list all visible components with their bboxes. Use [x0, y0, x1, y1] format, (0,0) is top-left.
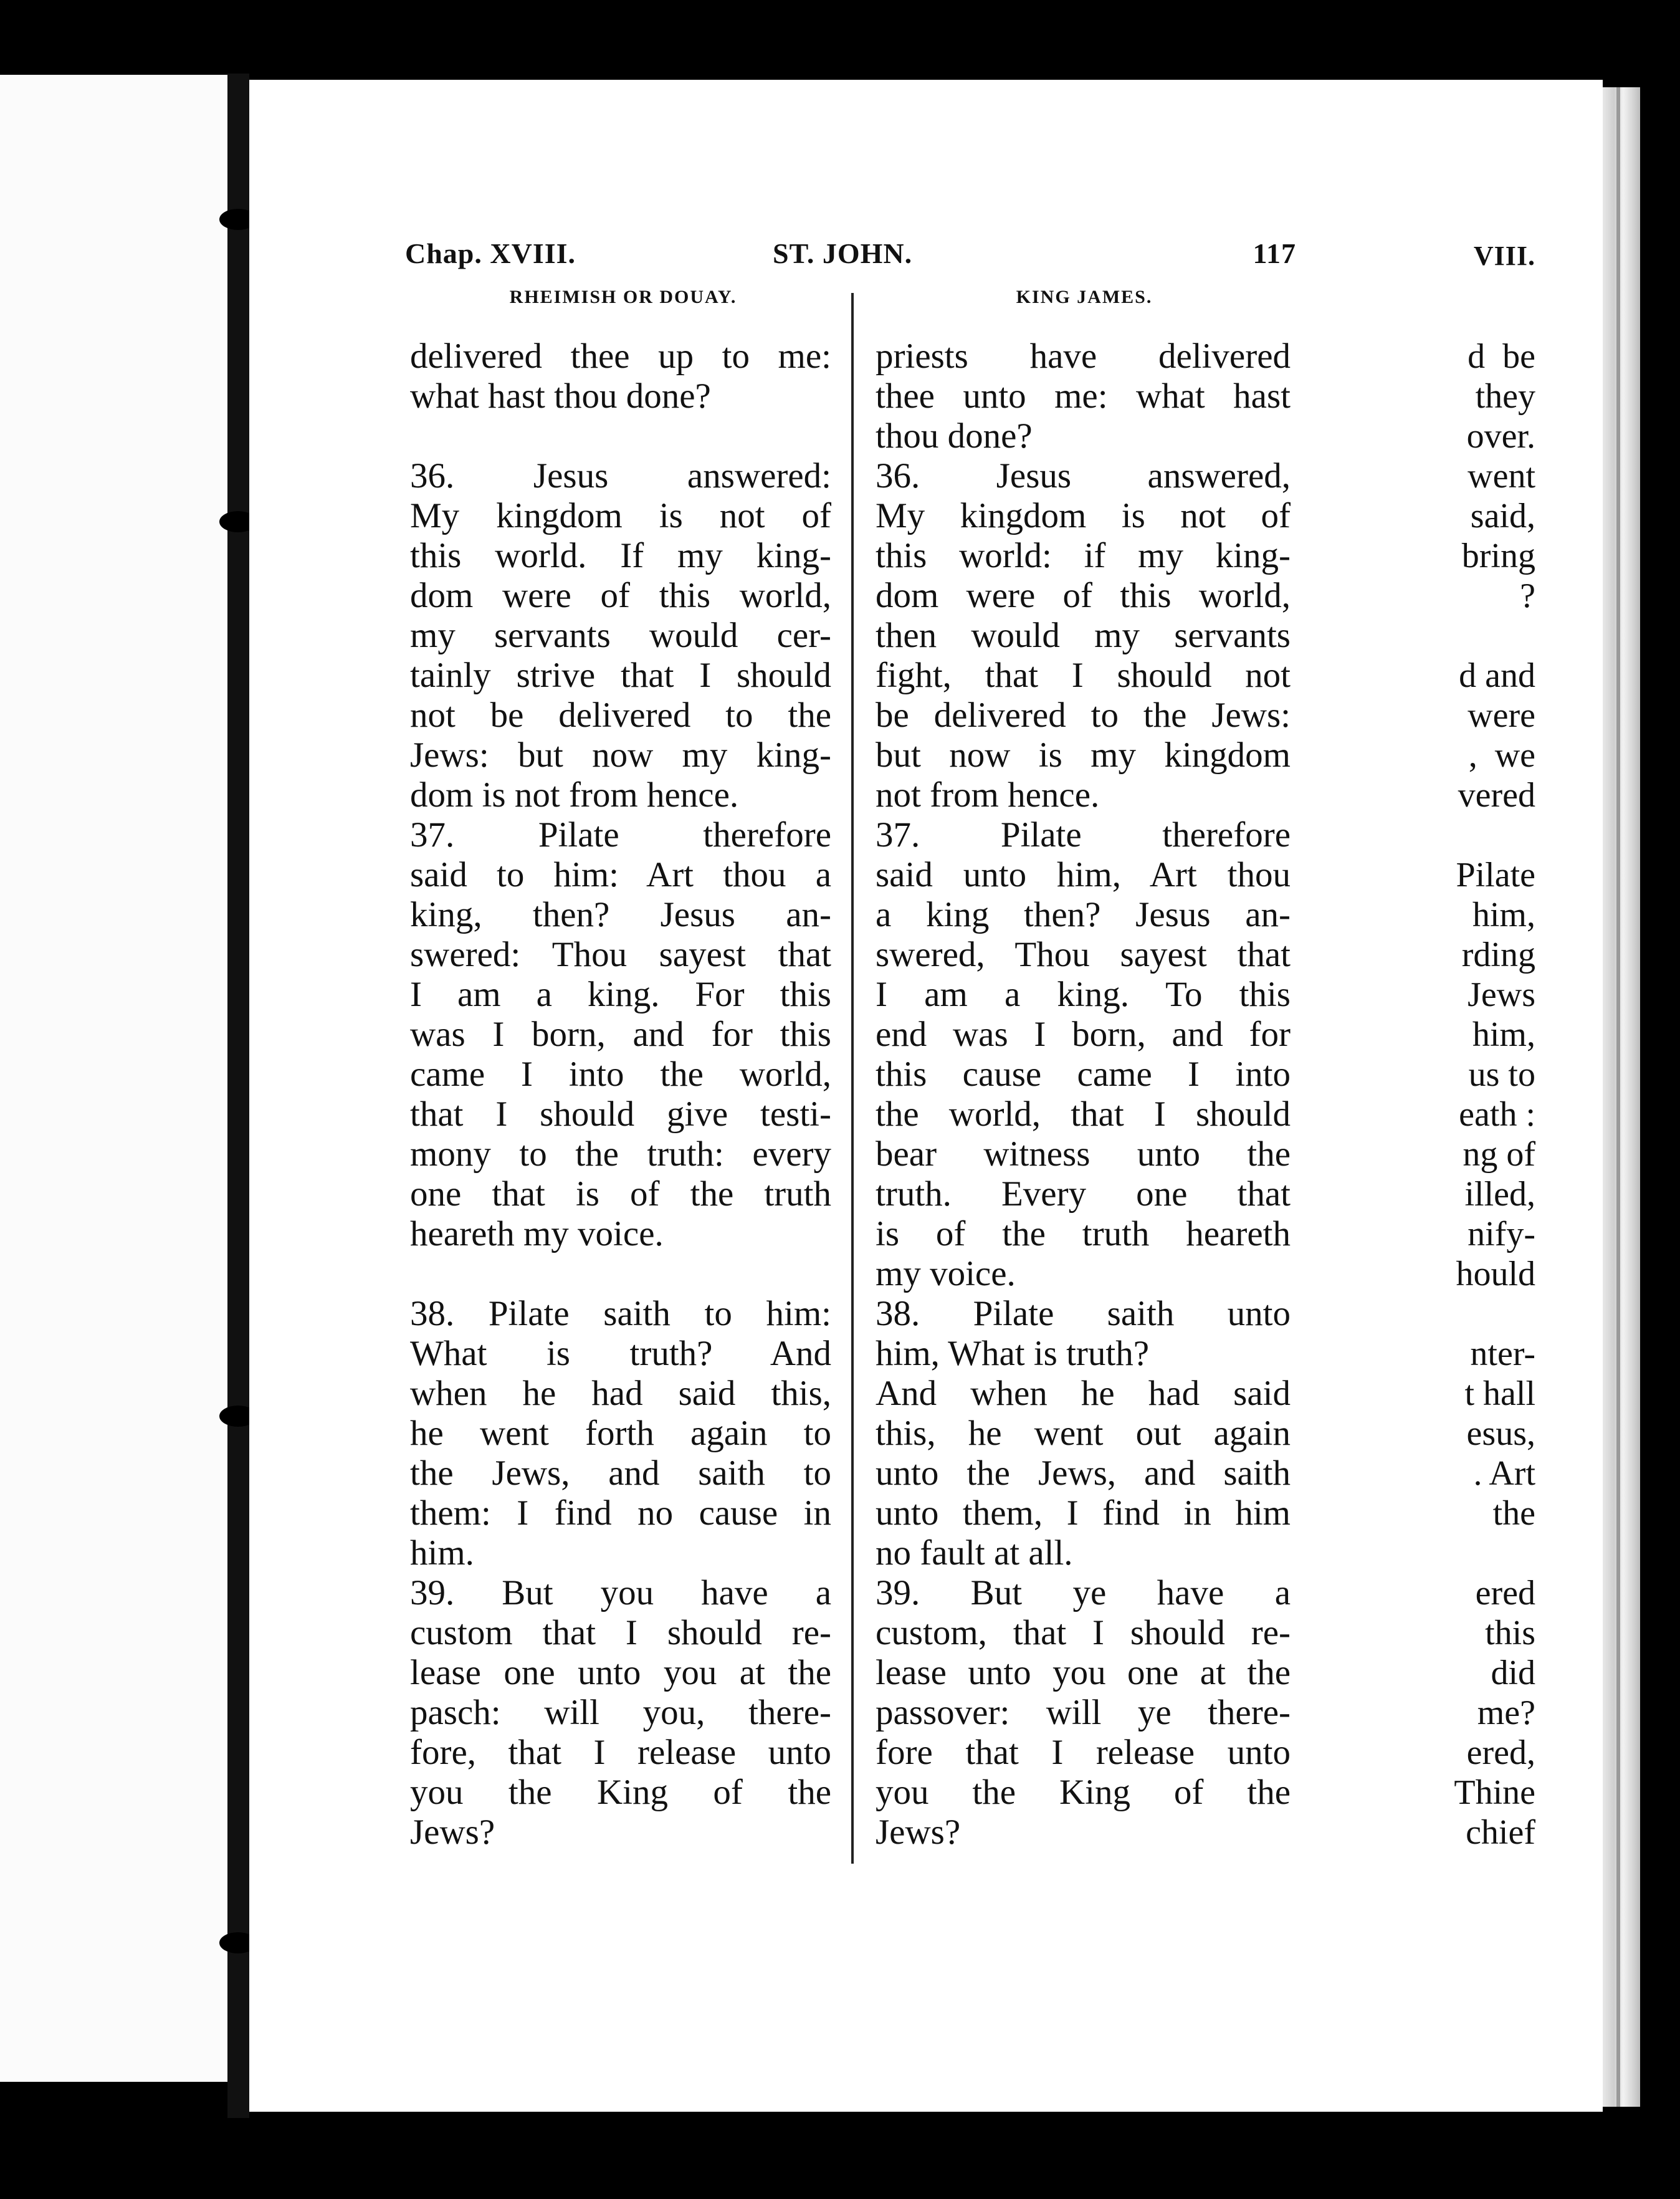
- text-line: fore that I release unto: [876, 1733, 1291, 1772]
- text-line: chief: [1466, 1813, 1535, 1852]
- text-line: [410, 1254, 831, 1294]
- book-title: ST. JOHN.: [773, 237, 913, 269]
- text-line: said to him: Art thou a: [410, 855, 831, 894]
- text-line: Thine: [1454, 1773, 1535, 1812]
- text-line: one that is of the truth: [410, 1174, 831, 1214]
- text-line: over.: [1466, 417, 1535, 456]
- text-line: bring: [1461, 537, 1535, 575]
- running-head: [405, 237, 1296, 277]
- text-line: lease one unto you at the: [410, 1653, 831, 1692]
- text-line: 39. But you have a: [410, 1573, 831, 1612]
- text-line: bear witness unto the: [876, 1134, 1291, 1174]
- left-page-header: VIII.: [1473, 241, 1535, 271]
- text-line: us to: [1468, 1055, 1535, 1094]
- text-line: , we: [1468, 736, 1535, 775]
- text-line: tainly strive that I should: [410, 656, 831, 695]
- text-line: him.: [410, 1533, 474, 1573]
- text-line: the Jews, and saith to: [410, 1454, 831, 1493]
- text-line: dom were of this world,: [410, 576, 831, 615]
- text-line: did: [1491, 1654, 1535, 1692]
- text-line: they: [1475, 377, 1535, 416]
- text-line: thee unto me: what hast: [876, 376, 1291, 416]
- text-line: my servants would cer-: [410, 616, 831, 655]
- text-line: 36. Jesus answered:: [410, 456, 831, 496]
- text-line: went: [1468, 457, 1535, 496]
- text-line: thou done?: [876, 416, 1033, 456]
- text-line: not be delivered to the: [410, 696, 831, 735]
- text-line: d and: [1459, 656, 1535, 695]
- text-line: said,: [1470, 497, 1535, 535]
- text-line: unto the Jews, and saith: [876, 1454, 1291, 1493]
- text-line: [410, 416, 831, 456]
- text-line: is of the truth heareth: [876, 1214, 1291, 1253]
- text-line: fight, that I should not: [876, 656, 1291, 695]
- text-line: him, What is truth?: [876, 1334, 1150, 1373]
- kjv-column-text: [876, 337, 1291, 1852]
- text-line: [1454, 1294, 1535, 1334]
- text-line: [1454, 815, 1535, 855]
- text-line: ered,: [1466, 1733, 1535, 1772]
- text-line: this: [1485, 1614, 1535, 1652]
- text-line: him,: [1472, 1015, 1535, 1054]
- text-line: delivered thee up to me:: [410, 337, 831, 376]
- column-divider: [851, 293, 854, 1864]
- text-line: d be: [1468, 337, 1535, 376]
- left-page: [0, 75, 227, 2082]
- text-line: swered: Thou sayest that: [410, 935, 831, 974]
- text-line: them: I find no cause in: [410, 1493, 831, 1533]
- text-line: end was I born, and for: [876, 1015, 1291, 1054]
- text-line: a king then? Jesus an-: [876, 895, 1291, 934]
- text-line: was I born, and for this: [410, 1015, 831, 1054]
- text-line: that I should give testi-: [410, 1095, 831, 1134]
- text-line: said unto him, Art thou: [876, 855, 1291, 894]
- text-line: 38. Pilate saith to him:: [410, 1294, 831, 1333]
- text-line: Jews: but now my king-: [410, 735, 831, 775]
- text-line: not from hence.: [876, 775, 1100, 815]
- text-line: mony to the truth: every: [410, 1134, 831, 1174]
- text-line: then would my servants: [876, 616, 1291, 655]
- text-line: this world: if my king-: [876, 536, 1291, 575]
- text-line: ?: [1520, 577, 1535, 615]
- text-line: lease unto you one at the: [876, 1653, 1291, 1692]
- text-line: you the King of the: [410, 1773, 831, 1812]
- text-line: dom is not from hence.: [410, 775, 739, 815]
- text-line: my voice.: [876, 1254, 1016, 1293]
- book-binding: [227, 74, 249, 2118]
- text-line: were: [1468, 696, 1535, 735]
- text-line: Jews: [1468, 975, 1535, 1014]
- text-line: no fault at all.: [876, 1533, 1073, 1573]
- text-line: the world, that I should: [876, 1095, 1291, 1134]
- text-line: 37. Pilate therefore: [410, 815, 831, 855]
- text-line: this world. If my king-: [410, 536, 831, 575]
- text-line: custom, that I should re-: [876, 1613, 1291, 1652]
- text-line: me?: [1477, 1694, 1535, 1732]
- column-heading-kjv: KING JAMES.: [1016, 287, 1153, 307]
- text-line: 36. Jesus answered,: [876, 456, 1291, 496]
- text-line: Pilate: [1456, 856, 1535, 894]
- text-line: ered: [1475, 1574, 1535, 1612]
- text-line: unto them, I find in him: [876, 1493, 1291, 1533]
- text-line: 38. Pilate saith unto: [876, 1294, 1291, 1333]
- text-line: nter-: [1470, 1334, 1535, 1373]
- text-line: Jews?: [410, 1813, 495, 1852]
- text-line: truth. Every one that: [876, 1174, 1291, 1214]
- text-line: My kingdom is not of: [410, 496, 831, 535]
- text-line: this, he went out again: [876, 1414, 1291, 1453]
- chapter-label: Chap. XVIII.: [405, 237, 576, 269]
- text-line: [1454, 616, 1535, 656]
- text-line: he went forth again to: [410, 1414, 831, 1453]
- text-line: swered, Thou sayest that: [876, 935, 1291, 974]
- text-line: passover: will ye there-: [876, 1693, 1291, 1732]
- text-line: illed,: [1464, 1175, 1535, 1214]
- text-line: this cause came I into: [876, 1055, 1291, 1094]
- text-line: 37. Pilate therefore: [876, 815, 1291, 855]
- text-line: when he had said this,: [410, 1374, 831, 1413]
- text-line: [1454, 1533, 1535, 1573]
- text-line: but now is my kingdom: [876, 735, 1291, 775]
- text-line: rding: [1461, 936, 1535, 974]
- left-page-text: [1454, 337, 1535, 1852]
- text-line: you the King of the: [876, 1773, 1291, 1812]
- page-edge: [1603, 87, 1640, 2107]
- rheims-column-text: [410, 337, 831, 1852]
- text-line: king, then? Jesus an-: [410, 895, 831, 934]
- text-line: came I into the world,: [410, 1055, 831, 1094]
- text-line: what hast thou done?: [410, 376, 711, 416]
- text-line: priests have delivered: [876, 337, 1291, 376]
- text-line: dom were of this world,: [876, 576, 1291, 615]
- text-line: esus,: [1466, 1414, 1535, 1453]
- text-line: pasch: will you, there-: [410, 1693, 831, 1732]
- text-line: I am a king. To this: [876, 975, 1291, 1014]
- text-line: I am a king. For this: [410, 975, 831, 1014]
- text-line: the: [1492, 1494, 1535, 1533]
- text-line: hould: [1456, 1255, 1535, 1293]
- text-line: 39. But ye have a: [876, 1573, 1291, 1612]
- text-line: vered: [1458, 776, 1535, 815]
- text-line: t hall: [1464, 1374, 1535, 1413]
- text-line: What is truth? And: [410, 1334, 831, 1373]
- text-line: My kingdom is not of: [876, 496, 1291, 535]
- text-line: eath :: [1459, 1095, 1535, 1134]
- text-line: fore, that I release unto: [410, 1733, 831, 1772]
- text-line: . Art: [1473, 1454, 1535, 1493]
- text-line: custom that I should re-: [410, 1613, 831, 1652]
- text-line: be delivered to the Jews:: [876, 696, 1291, 735]
- text-line: heareth my voice.: [410, 1214, 664, 1253]
- text-line: And when he had said: [876, 1374, 1291, 1413]
- text-line: ng of: [1463, 1135, 1535, 1174]
- text-line: Jews?: [876, 1813, 961, 1852]
- page-number: 117: [1253, 237, 1296, 269]
- text-line: him,: [1472, 896, 1535, 934]
- text-line: nify-: [1468, 1215, 1535, 1253]
- column-heading-rheims: RHEIMISH OR DOUAY.: [509, 287, 737, 307]
